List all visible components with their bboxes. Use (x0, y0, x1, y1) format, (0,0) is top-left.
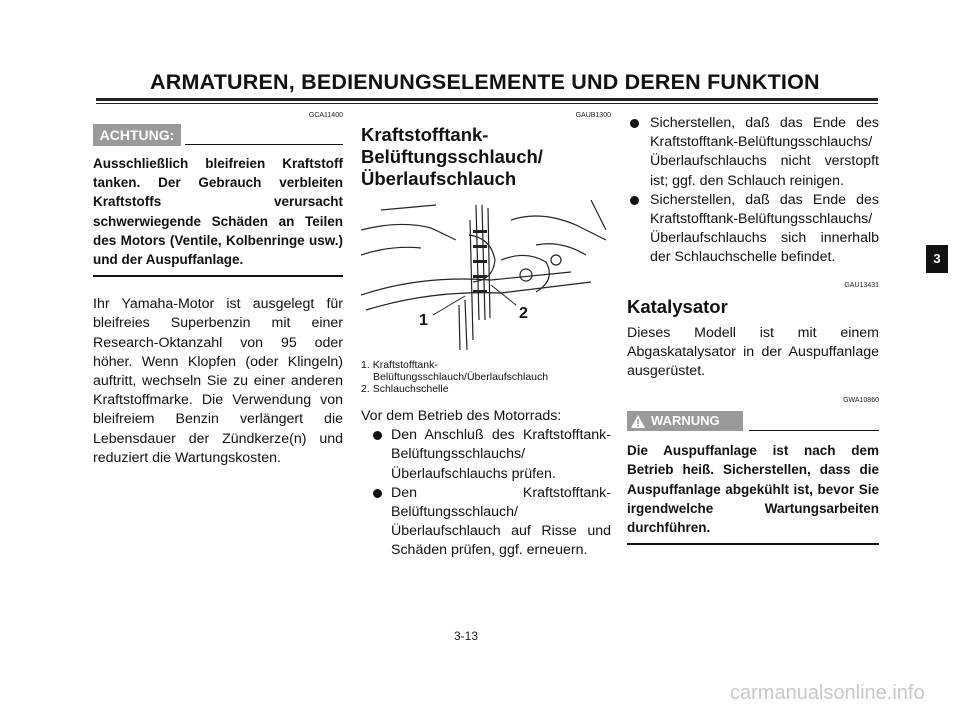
title-line-2: Belüftungsschlauch/ (361, 146, 543, 167)
warning-triangle-icon (631, 415, 645, 428)
chapter-tab: 3 (926, 245, 948, 273)
page-header-title: ARMATUREN, BEDIENUNGSELEMENTE UND DEREN FUNKTION (150, 70, 820, 94)
warning-label-box (627, 411, 743, 431)
figure-caption (361, 359, 611, 395)
section-title (361, 124, 611, 190)
reference-code: GCA11400 (308, 112, 343, 119)
warning-text: Die Auspuffanlage ist nach dem Betrieb heiß. Sicherstellen, dass die Auspuffanlage abgekühlt ist, bevor Sie irgendwelche Wartungsarbeiten durchführen. (627, 443, 879, 536)
check-list (361, 426, 611, 560)
reference-code: GWA10860 (843, 397, 879, 405)
column-left (93, 112, 343, 468)
column-middle (361, 112, 611, 561)
check-list (627, 114, 879, 268)
reference-code: GAUB1300 (575, 112, 611, 119)
callout-1: 1 (419, 312, 428, 329)
warning-rule (749, 430, 879, 431)
caption-item-1-cont: Belüftungsschlauch/Überlaufschlauch (373, 371, 549, 383)
bullet-icon (630, 119, 639, 128)
header-rule-thick (96, 98, 878, 101)
bullet-icon (373, 431, 382, 440)
section-title: Katalysator (627, 295, 728, 317)
page-number: 3-13 (454, 629, 479, 643)
intro-text: Vor dem Betrieb des Motorrads: (361, 408, 562, 424)
header-rule-thin (96, 103, 878, 104)
bullet-icon (630, 196, 639, 205)
list-item: Sicherstellen, daß das Ende des Kraftstofftank-Belüftungsschlauchs/Überlaufschlauchs sich innerhalb der Schlauchschelle befindet. (627, 191, 879, 268)
caution-rule (185, 144, 343, 145)
hose-illustration (361, 200, 611, 355)
caution-end-rule (93, 275, 343, 277)
warning-header (627, 411, 879, 437)
caption-item-1: 1. Kraftstofftank- (361, 359, 438, 371)
fuel-paragraph: Ihr Yamaha-Motor ist ausgelegt für bleifreies Superbenzin mit einer Research-Oktanzahl von 95 oder höher. Wenn Klopfen (oder Klingeln) auftritt, wechseln Sie zu einer anderen Kraftstoffmarke. Die Verwendung von bleifreiem Benzin verlängert die Lebensdauer der Zündkerze(n) und reduziert die Wartungskosten. (93, 296, 343, 466)
catalyst-paragraph: Dieses Modell ist mit einem Abgaskatalysator in der Auspuffanlage ausgerüstet. (627, 324, 879, 380)
warning-label: WARNUNG (651, 413, 720, 429)
watermark: carmanualsonline.info (730, 682, 925, 704)
bullet-icon (373, 489, 382, 498)
list-item: Den Anschluß des Kraftstofftank-Belüftungsschlauchs/Überlaufschlauchs prüfen. (361, 426, 611, 484)
list-item: Den Kraftstofftank-Belüftungsschlauch/Überlaufschlauch auf Risse und Schäden prüfen, ggf. erneuern. (361, 484, 611, 561)
reference-code: GAU13431 (844, 281, 879, 289)
callout-2: 2 (519, 305, 528, 322)
warning-end-rule (627, 543, 879, 545)
title-line-1: Kraftstofftank- (361, 124, 489, 145)
caution-label: ACHTUNG: (93, 124, 181, 146)
column-right (627, 114, 879, 545)
list-item: Sicherstellen, daß das Ende des Kraftstofftank-Belüftungsschlauchs/ Überlaufschlauchs nicht verstopft ist; ggf. den Schlauch reinigen. (627, 114, 879, 191)
motorcycle-hose-drawing (361, 200, 611, 355)
caution-text: Ausschließlich bleifreien Kraftstoff tanken. Der Gebrauch verbleiten Kraftstoffs verursacht schwerwiegende Schäden an Teilen des Motors (Ventile, Kolbenringe usw.) und der Auspuffanlage. (93, 156, 343, 268)
caption-item-2: 2. Schlauchschelle (361, 383, 449, 395)
title-line-3: Überlaufschlauch (361, 168, 517, 189)
caution-header (93, 124, 343, 150)
